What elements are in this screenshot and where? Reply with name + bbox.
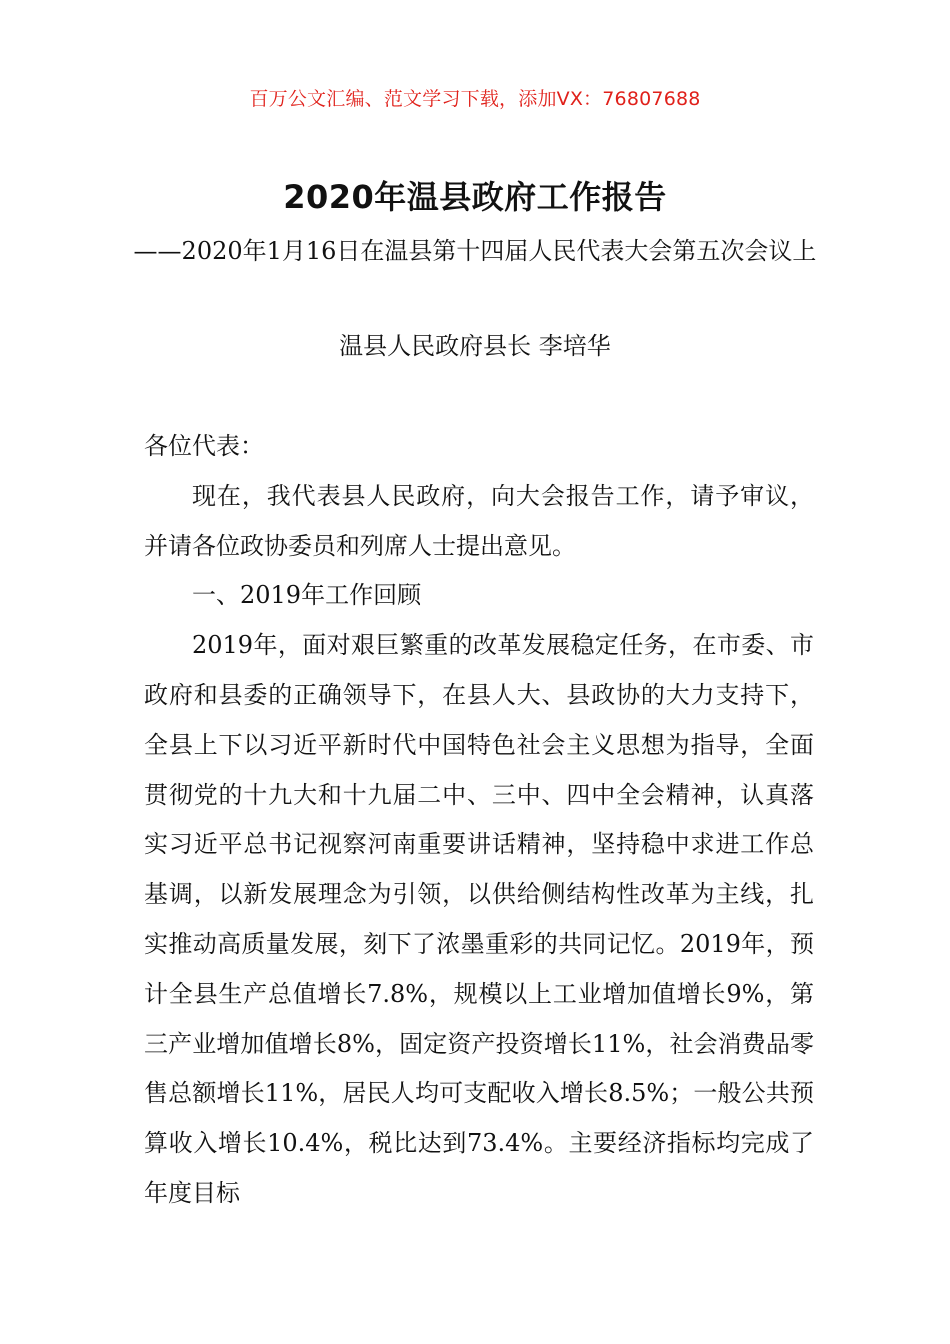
salutation: 各位代表： bbox=[144, 432, 264, 460]
document-author: 温县人民政府县长 李培华 bbox=[339, 332, 611, 360]
document-title: 2020年温县政府工作报告 bbox=[283, 178, 667, 216]
document-body bbox=[144, 422, 814, 1219]
section-heading: 一、2019年工作回顾 bbox=[192, 581, 422, 610]
paragraph-intro: 现在，我代表县人民政府，向大会报告工作，请予审议，并请各位政协委员和列席人士提出意见。 bbox=[144, 481, 814, 560]
header-watermark-note: 百万公文汇编、范文学习下载，添加VX：76807688 bbox=[249, 88, 701, 110]
document-subtitle: ——2020年1月16日在温县第十四届人民代表大会第五次会议上 bbox=[133, 237, 817, 265]
paragraph-review: 2019年，面对艰巨繁重的改革发展稳定任务，在市委、市政府和县委的正确领导下，在县人大、县政协的大力支持下，全县上下以习近平新时代中国特色社会主义思想为指导，全面贯彻党的十九大和十九届二中、三中、四中全会精神，认真落实习近平总书记视察河南重要讲话精神，坚持稳中求进工作总基调，以新发展理念为引领，以供给侧结构性改革为主线，扎实推动高质量发展，刻下了浓墨重彩的共同记忆。2019年，预计全县生产总值增长7.8%，规模以上工业增加值增长9%，第三产业增加值增长8%，固定资产投资增长11%，社会消费品零售总额增长11%，居民人均可支配收入增长8.5%；一般公共预算收入增长10.4%，税比达到73.4%。主要经济指标均完成了年度目标 bbox=[144, 631, 814, 1207]
